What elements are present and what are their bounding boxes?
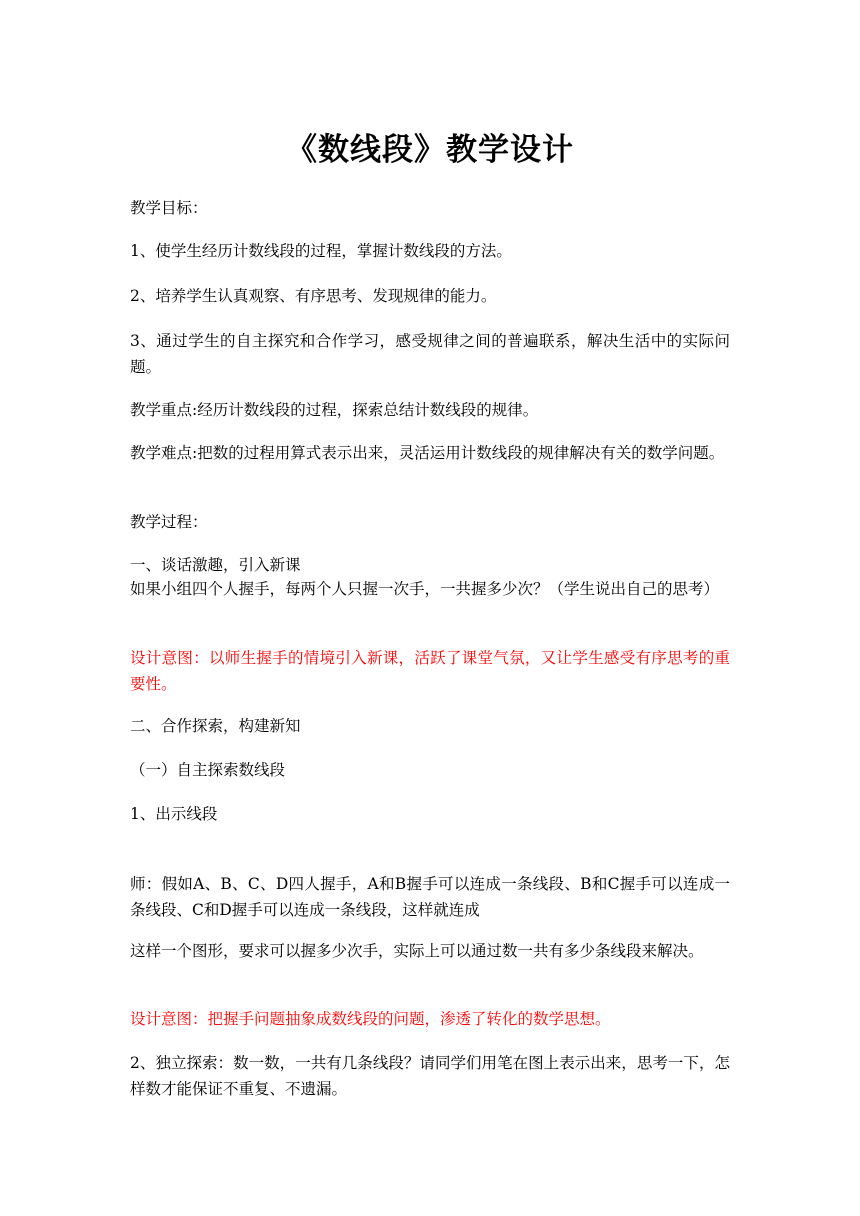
shape-text: 这样一个图形，要求可以握多少次手，实际上可以通过数一共有多少条线段来解决。 bbox=[130, 942, 704, 960]
section-1-heading: 一、谈话激趣，引入新课 bbox=[130, 556, 301, 574]
objective-2: 2、培养学生认真观察、有序思考、发现规律的能力。 bbox=[130, 287, 497, 305]
teacher-text: 师：假如A、B、C、D四人握手，A和B握手可以连成一条线段、B和C握手可以连成一条线段、C和D握手可以连成一条线段，这样就连成 bbox=[130, 875, 730, 919]
objective-1: 1、使学生经历计数线段的过程，掌握计数线段的方法。 bbox=[130, 242, 512, 260]
process-heading: 教学过程： bbox=[130, 513, 208, 531]
design-intent-1: 设计意图：以师生握手的情境引入新课，活跃了课堂气氛，又让学生感受有序思考的重要性。 bbox=[130, 649, 730, 693]
subsection-1-heading: （一）自主探索数线段 bbox=[130, 761, 286, 779]
document-title: 《数线段》教学设计 bbox=[286, 132, 574, 168]
difficulty: 教学难点:把数的过程用算式表示出来，灵活运用计数线段的规律解决有关的数学问题。 bbox=[130, 444, 725, 462]
step-1: 1、出示线段 bbox=[130, 805, 218, 823]
design-intent-2: 设计意图：把握手问题抽象成数线段的问题，渗透了转化的数学思想。 bbox=[130, 1010, 611, 1028]
objective-3: 3、通过学生的自主探究和合作学习，感受规律之间的普遍联系，解决生活中的实际问题。 bbox=[130, 332, 730, 376]
section-1-text: 如果小组四个人握手，每两个人只握一次手，一共握多少次？（学生说出自己的思考） bbox=[130, 580, 720, 598]
key-point: 教学重点:经历计数线段的过程，探索总结计数线段的规律。 bbox=[130, 401, 539, 419]
section-2-heading: 二、合作探索，构建新知 bbox=[130, 717, 301, 735]
objectives-heading: 教学目标： bbox=[130, 199, 208, 217]
step-2: 2、独立探索：数一数，一共有几条线段？请同学们用笔在图上表示出来，思考一下，怎样数才能保证不重复、不遗漏。 bbox=[130, 1054, 730, 1098]
